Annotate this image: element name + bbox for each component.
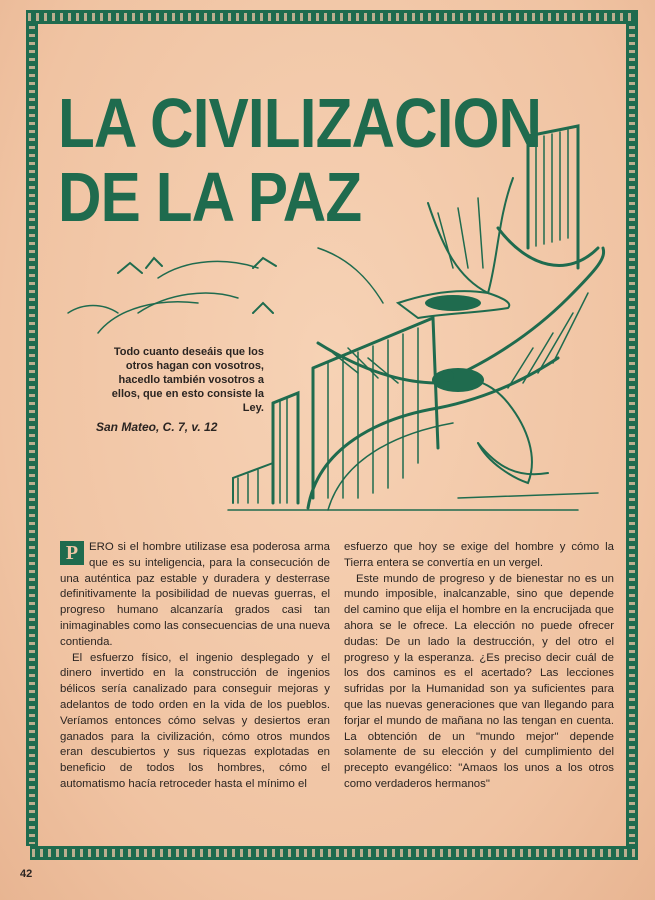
greek-key-border-bottom — [30, 846, 638, 860]
epigraph-citation: San Mateo, C. 7, v. 12 — [96, 420, 218, 434]
paragraph-text: ERO si el hombre utilizase esa poderosa arma que es su inteligencia, para la consecución de una auténtica paz estable y duradera y desterrase definitivamente la posibilidad de nuevas guerras, el progreso humano alcanzaría grados casi tan inimaginables como las consecuencias de una nueva contienda. — [60, 541, 330, 648]
title-line-2: DE LA PAZ — [58, 158, 362, 236]
article-title — [58, 84, 542, 236]
right-column — [344, 540, 614, 793]
page-number: 42 — [20, 868, 33, 880]
paragraph: El esfuerzo físico, el ingenio desplegado y el dinero invertido en la construcción de ingenios bélicos sería canalizado para conseguir mejoras y adelantos de todo orden en la vida de los pueblos. Veríamos entonces cómo selvas y desiertos eran ganados para la civilización, cómo otros mundos eran descubiertos y sus riquezas explotadas en beneficio de todos los hombres, cómo el automatismo hacía retroceder hasta el mínimo el — [60, 651, 330, 790]
left-column — [60, 540, 330, 793]
drop-cap: P — [60, 541, 84, 565]
title-line-1: LA CIVILIZACION — [58, 84, 542, 162]
epigraph-quote: Todo cuanto deseáis que los otros hagan con vosotros, hacedlo también vosotros a ellos, que en esto consiste la Ley. — [111, 346, 264, 414]
paragraph: Este mundo de progreso y de bienestar no es un mundo imposible, inalcanzable, sino que depende del camino que elija el hombre en la encrucijada que ahora se le ofrece. La elección no puede ofrecer dudas: De un lado la destrucción, y del otro el progreso y la esperanza. ¿Es preciso decir cuál de los dos caminos es el acertado? Las lecciones sufridas por la Humanidad son ya suficientes para que las nuevas generaciones que van llegando para forjar el mundo de mañana no las tengan en cuenta. La obtención de un "mundo mejor" depende solamente de su elección y del cumplimiento del precepto evangélico: "Amaos los unos a los otros como verdaderos hermanos" — [344, 572, 614, 790]
paragraph: esfuerzo que hoy se exige del hombre y cómo la Tierra entera se convertía en un vergel. — [344, 541, 614, 569]
greek-key-border-right — [626, 24, 638, 846]
paragraph — [60, 540, 330, 651]
greek-key-border-left — [26, 24, 38, 846]
article-body — [60, 540, 616, 830]
greek-key-border-top — [26, 10, 638, 24]
